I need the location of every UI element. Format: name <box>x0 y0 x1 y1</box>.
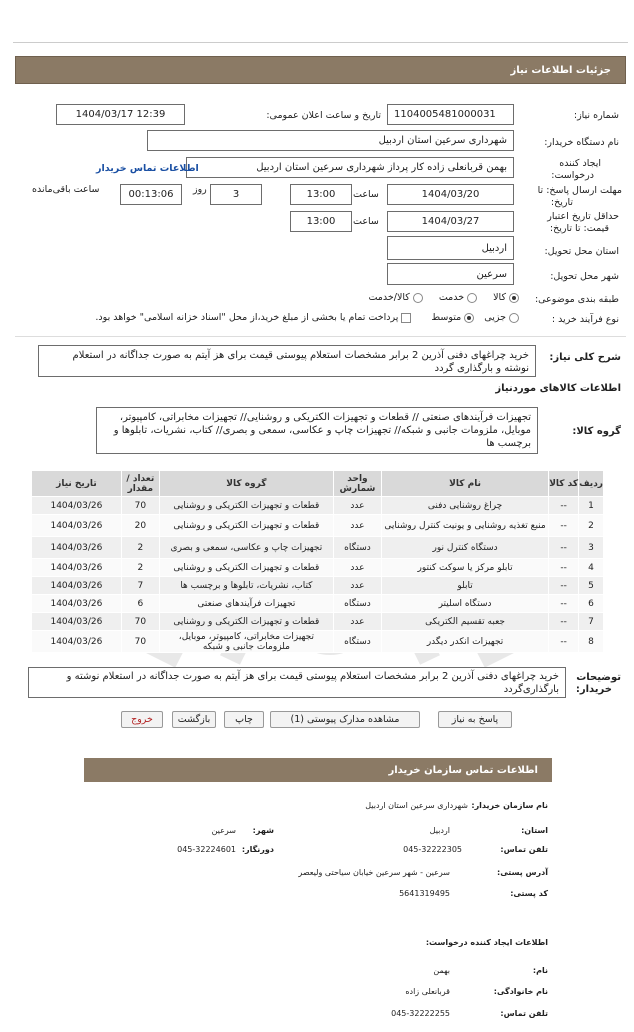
contact-province-value: اردبیل <box>429 826 450 835</box>
cell-name: جعبه تقسیم الکتریکی <box>381 613 548 631</box>
cell-code: -- <box>549 515 579 537</box>
creator-name-value: بهمن <box>433 966 450 975</box>
summary-field: خرید چراغهای دفنی آذرین 2 برابر مشخصات استعلام پیوستی قیمت برای هز آیتم به صورت جداگانه در استعلام نوشته و بارگذاری گردد <box>38 345 536 377</box>
buyer-contact-link[interactable]: اطلاعات تماس خریدار <box>96 163 199 174</box>
category-option-both[interactable]: کالا/خدمت <box>368 292 422 303</box>
table-row <box>32 559 604 577</box>
announce-label: تاریخ و ساعت اعلان عمومی: <box>266 110 381 121</box>
cell-unit: عدد <box>334 497 382 515</box>
cell-date: 1404/03/26 <box>32 595 122 613</box>
buyer-org-field: شهرداری سرعین استان اردبیل <box>147 130 514 151</box>
creator-name-label: نام: <box>532 966 548 975</box>
category-options <box>368 292 519 303</box>
remaining-label: ساعت باقی‌مانده <box>32 184 100 195</box>
creator-phone-value: 045-32222255 <box>391 1009 450 1018</box>
creator-field: بهمن قربانعلی زاده کار پرداز شهرداری سرعین استان اردبیل <box>186 157 514 178</box>
radio-selected-icon <box>464 313 474 323</box>
contact-phone-value: 045-32222305 <box>403 845 462 854</box>
cell-group: تجهیزات چاپ و عکاسی، سمعی و بصری <box>159 537 333 559</box>
cell-qty: 20 <box>121 515 159 537</box>
validity-label-2: قیمت: تا تاریخ: <box>549 223 609 234</box>
cell-date: 1404/03/26 <box>32 515 122 537</box>
col-header-row-no: ردیف <box>579 471 604 497</box>
col-header-name: نام کالا <box>381 471 548 497</box>
col-header-group: گروه کالا <box>159 471 333 497</box>
reply-button[interactable]: پاسخ به نیاز <box>438 711 512 728</box>
cell-code: -- <box>549 497 579 515</box>
deadline-time-label: ساعت <box>353 189 379 200</box>
contact-phone-label: تلفن تماس: <box>500 845 548 854</box>
page-title: جزئیات اطلاعات نیاز <box>15 56 626 84</box>
cell-code: -- <box>549 613 579 631</box>
creator-label-2: درخواست: <box>551 170 594 181</box>
creator-family-label: نام خانوادگی: <box>493 987 548 996</box>
cell-qty: 2 <box>121 559 159 577</box>
radio-selected-icon <box>509 293 519 303</box>
cell-unit: عدد <box>334 515 382 537</box>
province-field: اردبیل <box>387 236 514 260</box>
contact-fax-value: 045-32224601 <box>177 845 236 854</box>
deadline-label-1: مهلت ارسال پاسخ: تا <box>537 185 622 196</box>
notes-label-1: توضیحات <box>576 672 621 683</box>
cell-date: 1404/03/26 <box>32 559 122 577</box>
creator-phone-label: تلفن تماس: <box>500 1009 548 1018</box>
cell-date: 1404/03/26 <box>32 537 122 559</box>
cell-row-no: 7 <box>579 613 604 631</box>
table-row <box>32 613 604 631</box>
col-header-qty: تعداد / مقدار <box>121 471 159 497</box>
cell-name: دستگاه اسلیتر <box>381 595 548 613</box>
col-header-code: کد کالا <box>549 471 579 497</box>
contact-city-label: شهر: <box>252 826 274 835</box>
cell-group: قطعات و تجهیزات الکتریکی و روشنایی <box>159 613 333 631</box>
items-table <box>31 470 604 653</box>
cell-qty: 2 <box>121 537 159 559</box>
cell-unit: عدد <box>334 559 382 577</box>
cell-unit: دستگاه <box>334 537 382 559</box>
cell-group: قطعات و تجهیزات الکتریکی و روشنایی <box>159 497 333 515</box>
cell-qty: 70 <box>121 613 159 631</box>
cell-date: 1404/03/26 <box>32 497 122 515</box>
creator-label-1: ایجاد کننده <box>559 158 601 169</box>
validity-label-1: حداقل تاریخ اعتبار <box>547 211 619 222</box>
goods-group-field: تجهیزات فرآیندهای صنعتی // قطعات و تجهیزات الکتریکی و روشنایی// تجهیزات مخابراتی، کامپیوتر، موبایل، ملزومات جانبی و شبکه// تجهیزات چاپ و عکاسی، سمعی و بصری// کتاب، نشریات، تابلوها و برچسب ها <box>96 407 538 454</box>
province-label: استان محل تحویل: <box>544 246 619 257</box>
cell-row-no: 3 <box>579 537 604 559</box>
checkbox-icon <box>401 313 411 323</box>
table-row <box>32 515 604 537</box>
table-row <box>32 595 604 613</box>
contact-address-label: آدرس پستی: <box>497 868 548 877</box>
announce-field: 1404/03/17 12:39 <box>56 104 185 125</box>
col-header-unit: واحد شمارش <box>334 471 382 497</box>
cell-unit: دستگاه <box>334 595 382 613</box>
remaining-field: 00:13:06 <box>120 184 182 205</box>
cell-group: قطعات و تجهیزات الکتریکی و روشنایی <box>159 559 333 577</box>
cell-row-no: 6 <box>579 595 604 613</box>
cell-date: 1404/03/26 <box>32 631 122 653</box>
cell-date: 1404/03/26 <box>32 577 122 595</box>
contact-fax-label: دورنگار: <box>241 845 274 854</box>
print-button[interactable]: چاپ <box>224 711 264 728</box>
process-option-medium[interactable]: متوسط <box>431 312 474 323</box>
cell-unit: عدد <box>334 577 382 595</box>
cell-name: تجهیزات انکدر دیگدر <box>381 631 548 653</box>
contact-postal-value: 5641319495 <box>399 889 450 898</box>
category-option-service[interactable]: خدمت <box>439 292 477 303</box>
cell-code: -- <box>549 559 579 577</box>
cell-name: تابلو <box>381 577 548 595</box>
cell-group: تجهیزات مخابراتی، کامپیوتر، موبایل، ملزومات جانبی و شبکه <box>159 631 333 653</box>
need-number-field: 1104005481000031 <box>387 104 514 125</box>
goods-heading: اطلاعات کالاهای موردنیاز <box>495 383 621 394</box>
cell-row-no: 1 <box>579 497 604 515</box>
buyer-org-label: نام دستگاه خریدار: <box>544 137 619 148</box>
table-row <box>32 577 604 595</box>
cell-code: -- <box>549 631 579 653</box>
days-field: 3 <box>210 184 262 205</box>
cell-row-no: 2 <box>579 515 604 537</box>
table-row <box>32 631 604 653</box>
category-option-goods[interactable]: کالا <box>493 292 519 303</box>
cell-code: -- <box>549 577 579 595</box>
city-label: شهر محل تحویل: <box>550 271 619 282</box>
contact-province-label: استان: <box>521 826 548 835</box>
exit-button[interactable]: خروج <box>121 711 163 728</box>
cell-date: 1404/03/26 <box>32 613 122 631</box>
cell-name: دستگاه کنترل نور <box>381 537 548 559</box>
deadline-date-field: 1404/03/20 <box>387 184 514 205</box>
col-header-date: تاریخ نیاز <box>32 471 122 497</box>
category-label: طبقه بندی موضوعی: <box>534 294 619 305</box>
process-option-minor[interactable]: جزیی <box>484 312 519 323</box>
cell-group: قطعات و تجهیزات الکتریکی و روشنایی <box>159 515 333 537</box>
cell-row-no: 8 <box>579 631 604 653</box>
days-label: روز <box>193 184 207 195</box>
cell-qty: 70 <box>121 497 159 515</box>
cell-row-no: 4 <box>579 559 604 577</box>
cell-name: چراغ روشنایی دفنی <box>381 497 548 515</box>
cell-code: -- <box>549 595 579 613</box>
need-number-label: شماره نیاز: <box>573 110 619 121</box>
back-button[interactable]: بازگشت <box>172 711 216 728</box>
radio-icon <box>413 293 423 303</box>
section-divider <box>15 336 626 337</box>
validity-date-field: 1404/03/27 <box>387 211 514 232</box>
treasury-payment-option[interactable]: پرداخت تمام یا بخشی از مبلغ خرید،از محل "اسناد خزانه اسلامی" خواهد بود. <box>95 312 411 323</box>
cell-qty: 70 <box>121 631 159 653</box>
table-row <box>32 497 604 515</box>
notes-field: خرید چراغهای دفنی آذرین 2 برابر مشخصات استعلام پیوستی قیمت برای هز آیتم به صورت جداگانه در استعلام نوشته و بارگذاری‌گردد <box>28 667 566 698</box>
contact-address-value: سرعین - شهر سرعین خیابان سیاحتی ولیعصر <box>298 868 450 877</box>
contact-org-label: نام سازمان خریدار: <box>471 801 548 810</box>
attachments-button[interactable]: مشاهده مدارک پیوستی (1) <box>270 711 420 728</box>
radio-icon <box>467 293 477 303</box>
table-row <box>32 537 604 559</box>
deadline-label-2: تاریخ: <box>550 197 573 208</box>
top-divider <box>13 42 628 43</box>
deadline-time-field: 13:00 <box>290 184 352 205</box>
process-label: نوع فرآیند خرید : <box>551 314 619 325</box>
cell-row-no: 5 <box>579 577 604 595</box>
summary-label: شرح کلی نیاز: <box>549 352 621 363</box>
contact-postal-label: کد پستی: <box>510 889 548 898</box>
cell-group: تجهیزات فرآیندهای صنعتی <box>159 595 333 613</box>
contact-org-value: شهرداری سرعین استان اردبیل <box>365 801 468 810</box>
contact-section-title: اطلاعات تماس سازمان خریدار <box>84 758 552 782</box>
contact-city-value: سرعین <box>211 826 236 835</box>
cell-name: منبع تغذیه روشنایی و یونیت کنترل روشنایی <box>381 515 548 537</box>
radio-icon <box>509 313 519 323</box>
cell-unit: عدد <box>334 613 382 631</box>
cell-name: تابلو مرکز یا سوکت کنتور <box>381 559 548 577</box>
cell-code: -- <box>549 537 579 559</box>
cell-qty: 6 <box>121 595 159 613</box>
validity-time-label: ساعت <box>353 216 379 227</box>
process-options <box>95 312 519 323</box>
creator-section-title: اطلاعات ایجاد کننده درخواست: <box>425 938 548 947</box>
goods-group-label: گروه کالا: <box>572 426 621 437</box>
cell-qty: 7 <box>121 577 159 595</box>
table-header-row <box>32 471 604 497</box>
creator-family-value: قربانعلی زاده <box>405 987 450 996</box>
cell-unit: دستگاه <box>334 631 382 653</box>
cell-group: کتاب، نشریات، تابلوها و برچسب ها <box>159 577 333 595</box>
city-field: سرعین <box>387 263 514 285</box>
validity-time-field: 13:00 <box>290 211 352 232</box>
notes-label-2: خریدار: <box>575 684 612 695</box>
